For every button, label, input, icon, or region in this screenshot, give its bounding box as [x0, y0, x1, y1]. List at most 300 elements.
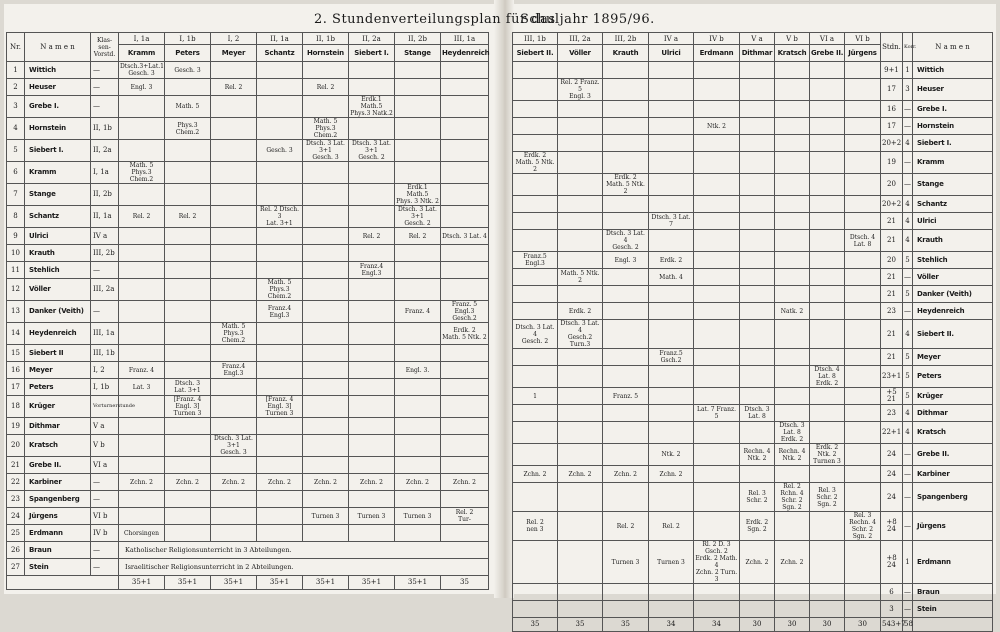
lesson-cell — [165, 301, 211, 323]
total-cell: 35+1 — [211, 576, 257, 590]
total-cell: 35+1 — [349, 576, 395, 590]
hours-cell: 23 — [881, 405, 903, 422]
lesson-cell — [303, 245, 349, 262]
table-row — [513, 62, 993, 79]
lesson-cell — [694, 366, 740, 388]
lesson-cell — [845, 422, 881, 444]
lesson-cell — [810, 422, 845, 444]
lesson-cell — [303, 162, 349, 184]
lesson-cell: Rel. 2 Rchn. 4 Schr. 2 Sgn. 2 — [775, 483, 810, 512]
lesson-cell — [513, 366, 558, 388]
lesson-cell — [441, 206, 489, 228]
lesson-cell — [810, 269, 845, 286]
row-number: 22 — [7, 474, 25, 491]
teacher-header: Kramm — [119, 45, 165, 62]
lesson-cell: Rel. 2 — [649, 512, 694, 541]
lesson-cell: Rel. 2 Dtsch. 3 Lat. 3+1 — [257, 206, 303, 228]
lesson-cell — [395, 418, 441, 435]
lesson-cell — [303, 396, 349, 418]
lesson-cell — [558, 366, 603, 388]
class-head: II, 2a — [91, 140, 119, 162]
teacher-name: Spangenberg — [25, 491, 91, 508]
total-cell: 35 — [441, 576, 489, 590]
table-row — [513, 101, 993, 118]
teacher-header: Meyer — [211, 45, 257, 62]
lesson-cell — [740, 320, 775, 349]
lesson-cell — [810, 303, 845, 320]
teacher-name: Erdmann — [25, 525, 91, 542]
lesson-cell: Erdk. 2 Math. 5 Ntk. 2 — [513, 152, 558, 174]
lesson-cell — [810, 320, 845, 349]
lesson-cell: Rel. 2 — [211, 79, 257, 96]
lesson-cell — [558, 62, 603, 79]
class-header: V b — [775, 33, 810, 45]
lesson-cell — [740, 601, 775, 618]
row-number: 24 — [7, 508, 25, 525]
lesson-cell — [119, 228, 165, 245]
lesson-cell — [603, 213, 649, 230]
lesson-cell — [211, 418, 257, 435]
table-row — [7, 184, 489, 206]
lesson-cell: Franz. 4 — [119, 362, 165, 379]
lesson-cell: Rel. 2 — [349, 228, 395, 245]
lesson-cell — [395, 96, 441, 118]
correction-cell: — — [903, 584, 913, 601]
lesson-cell: Erdk. 2 Ntk. 2 Turnen 3 — [810, 444, 845, 466]
lesson-cell — [740, 213, 775, 230]
class-header: I, 1a — [119, 33, 165, 45]
lesson-cell — [349, 457, 395, 474]
lesson-cell: Dtsch. 3 Lat. 8 — [740, 405, 775, 422]
teacher-name: Dithmar — [913, 405, 993, 422]
lesson-cell — [395, 345, 441, 362]
table-row — [513, 388, 993, 405]
row-number: 21 — [7, 457, 25, 474]
class-head: — — [91, 559, 119, 576]
table-row — [513, 320, 993, 349]
lesson-cell — [349, 279, 395, 301]
lesson-cell — [513, 303, 558, 320]
teacher-name: Schantz — [913, 196, 993, 213]
hours-cell: +8 24 — [881, 512, 903, 541]
class-head: III, 2a — [91, 279, 119, 301]
lesson-cell — [441, 396, 489, 418]
lesson-cell — [441, 118, 489, 140]
lesson-cell — [395, 162, 441, 184]
hours-cell: +8 24 — [881, 541, 903, 584]
lesson-cell — [603, 286, 649, 303]
table-row — [513, 118, 993, 135]
table-row — [7, 508, 489, 525]
lesson-cell — [775, 252, 810, 269]
lesson-cell: [Franz. 4 Engl. 3] Turnen 3 — [165, 396, 211, 418]
lesson-cell — [349, 62, 395, 79]
lesson-cell — [119, 491, 165, 508]
table-row — [7, 323, 489, 345]
class-header: IV a — [649, 33, 694, 45]
lesson-cell: Math. 5 Ntk. 2 — [558, 269, 603, 286]
lesson-cell — [649, 483, 694, 512]
class-head: III, 1a — [91, 323, 119, 345]
lesson-cell — [810, 174, 845, 196]
table-row — [513, 79, 993, 101]
lesson-cell — [649, 422, 694, 444]
hours-cell: 20 — [881, 252, 903, 269]
lesson-cell — [603, 152, 649, 174]
teacher-name: Grebe II. — [913, 444, 993, 466]
class-head: III, 2b — [91, 245, 119, 262]
lesson-cell — [603, 118, 649, 135]
table-row — [7, 396, 489, 418]
lesson-cell: Chorsingen — [119, 525, 165, 542]
lesson-cell: Dtsch. 4 Lat. 8 Erdk. 2 — [810, 366, 845, 388]
lesson-cell — [603, 269, 649, 286]
lesson-cell — [845, 601, 881, 618]
lesson-cell — [775, 366, 810, 388]
lesson-cell — [740, 196, 775, 213]
hours-cell: 20 — [881, 174, 903, 196]
lesson-cell — [513, 601, 558, 618]
teacher-name: Hornstein — [25, 118, 91, 140]
lesson-cell — [211, 184, 257, 206]
class-head: — — [91, 474, 119, 491]
teacher-name: Grebe I. — [913, 101, 993, 118]
table-row — [7, 140, 489, 162]
lesson-cell — [649, 135, 694, 152]
lesson-cell — [211, 279, 257, 301]
table-row — [7, 206, 489, 228]
lesson-cell — [558, 601, 603, 618]
lesson-cell — [810, 101, 845, 118]
lesson-cell — [740, 303, 775, 320]
teacher-name: Siebert II — [25, 345, 91, 362]
lesson-cell — [603, 303, 649, 320]
lesson-cell — [211, 140, 257, 162]
lesson-cell — [740, 286, 775, 303]
table-row — [7, 245, 489, 262]
lesson-cell — [810, 405, 845, 422]
teacher-name: Heydenreich — [913, 303, 993, 320]
lesson-cell — [119, 118, 165, 140]
hours-cell: 21 — [881, 349, 903, 366]
total-cell: 35+1 — [119, 576, 165, 590]
correction-cell: — — [903, 601, 913, 618]
lesson-cell — [513, 135, 558, 152]
lesson-cell: Dtsch. 3 Lat. 3+1 Gesch. 3 — [303, 140, 349, 162]
total-cell: 30 — [810, 618, 845, 632]
table-row — [7, 228, 489, 245]
lesson-cell — [694, 483, 740, 512]
lesson-cell — [694, 320, 740, 349]
lesson-cell — [810, 62, 845, 79]
lesson-cell: [Franz. 4 Engl. 3] Turnen 3 — [257, 396, 303, 418]
total-cell: 35+1 — [395, 576, 441, 590]
table-row — [7, 118, 489, 140]
lesson-cell — [349, 418, 395, 435]
correction-cell: — — [903, 101, 913, 118]
hours-cell: 19 — [881, 152, 903, 174]
lesson-cell — [165, 435, 211, 457]
lesson-cell — [441, 184, 489, 206]
lesson-cell — [513, 196, 558, 213]
lesson-cell — [740, 101, 775, 118]
teacher-name: Meyer — [913, 349, 993, 366]
lesson-cell: Dtsch. 3 Lat. 4 Gesch. 2 — [513, 320, 558, 349]
lesson-cell — [441, 362, 489, 379]
class-header: II, 1b — [303, 33, 349, 45]
lesson-cell — [257, 184, 303, 206]
totals-row — [7, 576, 489, 590]
correction-cell: — — [903, 174, 913, 196]
lesson-cell — [694, 269, 740, 286]
lesson-cell — [775, 286, 810, 303]
lesson-cell — [119, 345, 165, 362]
lesson-cell: Turnen 3 — [395, 508, 441, 525]
class-head: V b — [91, 435, 119, 457]
lesson-cell — [775, 174, 810, 196]
lesson-cell — [441, 435, 489, 457]
lesson-cell: Ntk. 2 — [694, 118, 740, 135]
table-row — [7, 262, 489, 279]
lesson-cell — [257, 228, 303, 245]
teacher-name: Völler — [25, 279, 91, 301]
lesson-cell — [211, 457, 257, 474]
class-header: III, 2a — [558, 33, 603, 45]
lesson-cell — [810, 466, 845, 483]
lesson-cell: Dtsch. 3 Lat. 3+1 Gesch. 3 — [211, 435, 257, 457]
lesson-cell — [165, 245, 211, 262]
teacher-header: Kratsch — [775, 45, 810, 62]
table-row — [7, 525, 489, 542]
teacher-name: Heuser — [25, 79, 91, 96]
teacher-name: Krauth — [25, 245, 91, 262]
lesson-cell — [845, 152, 881, 174]
row-number: 16 — [7, 362, 25, 379]
lesson-cell — [303, 228, 349, 245]
hours-cell: 3 — [881, 601, 903, 618]
teacher-header: Siebert I. — [349, 45, 395, 62]
lesson-cell: Zchn. 2 — [740, 541, 775, 584]
row-number: 18 — [7, 396, 25, 418]
teacher-name: Krüger — [913, 388, 993, 405]
lesson-cell — [694, 286, 740, 303]
lesson-cell — [395, 140, 441, 162]
row-number: 25 — [7, 525, 25, 542]
lesson-cell: Dtsch. 3 Lat. 8 Erdk. 2 — [775, 422, 810, 444]
lesson-cell — [810, 388, 845, 405]
table-row — [7, 559, 489, 576]
lesson-cell: Dtsch. 3 Lat. 7 — [649, 213, 694, 230]
teacher-header: Dithmar — [740, 45, 775, 62]
lesson-cell — [441, 96, 489, 118]
teacher-header: Ulrici — [649, 45, 694, 62]
teacher-name: Schantz — [25, 206, 91, 228]
teacher-name: Meyer — [25, 362, 91, 379]
lesson-cell — [303, 435, 349, 457]
correction-cell: — — [903, 512, 913, 541]
lesson-cell: Zchn. 2 — [395, 474, 441, 491]
lesson-cell — [845, 388, 881, 405]
totals-spacer — [7, 576, 119, 590]
lesson-cell — [558, 152, 603, 174]
lesson-cell — [349, 362, 395, 379]
lesson-cell: Dtsch.3+Lat.1 Gesch. 3 — [120, 63, 164, 77]
lesson-cell: Zchn. 2 — [603, 466, 649, 483]
lesson-cell — [441, 162, 489, 184]
header-namen-right: N a m e n — [913, 33, 993, 62]
lesson-cell — [775, 152, 810, 174]
totals-spacer — [913, 618, 993, 632]
class-head: II, 1a — [91, 206, 119, 228]
lesson-cell — [694, 252, 740, 269]
lesson-cell: Franz. 4 — [395, 301, 441, 323]
lesson-cell — [303, 525, 349, 542]
lesson-cell — [845, 303, 881, 320]
lesson-cell: Franz.5 Gsch.2 — [649, 349, 694, 366]
lesson-cell: Erdk. 2 Math. 5 Ntk. 2 — [603, 174, 649, 196]
lesson-cell — [441, 62, 489, 79]
lesson-cell — [775, 388, 810, 405]
lesson-cell — [810, 541, 845, 584]
hours-cell: 23 — [881, 303, 903, 320]
teacher-name: Wittich — [913, 62, 993, 79]
table-row — [7, 279, 489, 301]
table-row — [7, 379, 489, 396]
header-namen: N a m e n — [25, 33, 91, 62]
lesson-cell — [558, 444, 603, 466]
table-row — [513, 174, 993, 196]
teacher-name: Ulrici — [25, 228, 91, 245]
lesson-cell — [694, 79, 740, 101]
lesson-cell — [395, 323, 441, 345]
teacher-header: Grebe II. — [810, 45, 845, 62]
lesson-cell — [441, 379, 489, 396]
lesson-cell — [513, 444, 558, 466]
lesson-cell — [603, 320, 649, 349]
teacher-header: Krauth — [603, 45, 649, 62]
lesson-cell — [257, 345, 303, 362]
lesson-cell — [694, 466, 740, 483]
lesson-cell — [303, 345, 349, 362]
lesson-cell — [349, 184, 395, 206]
lesson-cell — [119, 96, 165, 118]
lesson-cell — [603, 62, 649, 79]
lesson-cell — [257, 323, 303, 345]
lesson-cell — [603, 405, 649, 422]
lesson-cell — [845, 174, 881, 196]
lesson-cell — [395, 379, 441, 396]
table-row — [7, 362, 489, 379]
lesson-cell — [558, 483, 603, 512]
row-note: Katholischer Religionsunterricht in 3 Abteilungen. — [119, 542, 489, 559]
teacher-name: Erdmann — [913, 541, 993, 584]
lesson-cell — [694, 584, 740, 601]
lesson-cell: Math. 5 Phys.3 Chem.2 — [211, 323, 257, 345]
lesson-cell — [165, 262, 211, 279]
lesson-cell — [303, 301, 349, 323]
lesson-cell — [775, 349, 810, 366]
lesson-cell — [165, 79, 211, 96]
lesson-cell: Franz. 5 — [603, 388, 649, 405]
lesson-cell: Erdk.1 Math.5 Phys.3 Natk.2 — [350, 96, 393, 117]
teacher-name: Stein — [25, 559, 91, 576]
total-cell: 35+1 — [303, 576, 349, 590]
correction-cell: — — [903, 303, 913, 320]
lesson-cell — [649, 62, 694, 79]
lesson-cell — [119, 262, 165, 279]
lesson-cell — [257, 508, 303, 525]
lesson-cell — [257, 379, 303, 396]
hours-cell: 22+1 — [881, 422, 903, 444]
lesson-cell — [513, 118, 558, 135]
lesson-cell — [694, 135, 740, 152]
lesson-cell — [649, 320, 694, 349]
lesson-cell — [349, 79, 395, 96]
lesson-cell — [845, 444, 881, 466]
teacher-name: Stehlich — [913, 252, 993, 269]
class-head: VI a — [91, 457, 119, 474]
lesson-cell — [740, 174, 775, 196]
lesson-cell — [211, 228, 257, 245]
total-hours: 543+7 — [881, 618, 903, 632]
table-row — [513, 405, 993, 422]
lesson-cell — [441, 79, 489, 96]
teacher-header: Peters — [165, 45, 211, 62]
table-row — [513, 213, 993, 230]
table-row — [513, 196, 993, 213]
lesson-cell — [775, 584, 810, 601]
correction-cell: 4 — [903, 196, 913, 213]
total-cell: 35 — [558, 618, 603, 632]
lesson-cell — [165, 525, 211, 542]
lesson-cell: Franz.4 Engl.3 — [211, 362, 257, 379]
lesson-cell — [303, 279, 349, 301]
lesson-cell — [694, 62, 740, 79]
hours-cell: 6 — [881, 584, 903, 601]
lesson-cell — [395, 435, 441, 457]
lesson-cell: Rel. 2 Tur- — [441, 508, 489, 525]
lesson-cell — [558, 286, 603, 303]
lesson-cell: Dtsch. 3 Lat. 3+1 Gesch. 2 — [349, 140, 395, 162]
page-fold — [494, 0, 514, 598]
header-stunden: Stdn. — [881, 33, 903, 62]
lesson-cell — [810, 286, 845, 303]
row-number: 19 — [7, 418, 25, 435]
row-number: 6 — [7, 162, 25, 184]
lesson-cell — [303, 323, 349, 345]
teacher-header: Erdmann — [694, 45, 740, 62]
class-head: II, 2b — [91, 184, 119, 206]
row-number: 13 — [7, 301, 25, 323]
lesson-cell: Rechn. 4 Ntk. 2 — [775, 444, 810, 466]
lesson-cell — [119, 184, 165, 206]
lesson-cell — [211, 379, 257, 396]
lesson-cell — [303, 457, 349, 474]
correction-cell: 5 — [903, 349, 913, 366]
lesson-cell: Zchn. 2 — [165, 474, 211, 491]
lesson-cell — [165, 491, 211, 508]
lesson-cell — [775, 269, 810, 286]
lesson-cell — [845, 541, 881, 584]
lesson-cell — [257, 96, 303, 118]
hours-cell: 20+2 — [881, 196, 903, 213]
teacher-name: Grebe II. — [25, 457, 91, 474]
lesson-cell — [558, 230, 603, 252]
lesson-cell — [603, 366, 649, 388]
lesson-cell — [395, 262, 441, 279]
page-title-right: Schuljahr 1895/96. — [520, 12, 655, 27]
table-row — [513, 349, 993, 366]
